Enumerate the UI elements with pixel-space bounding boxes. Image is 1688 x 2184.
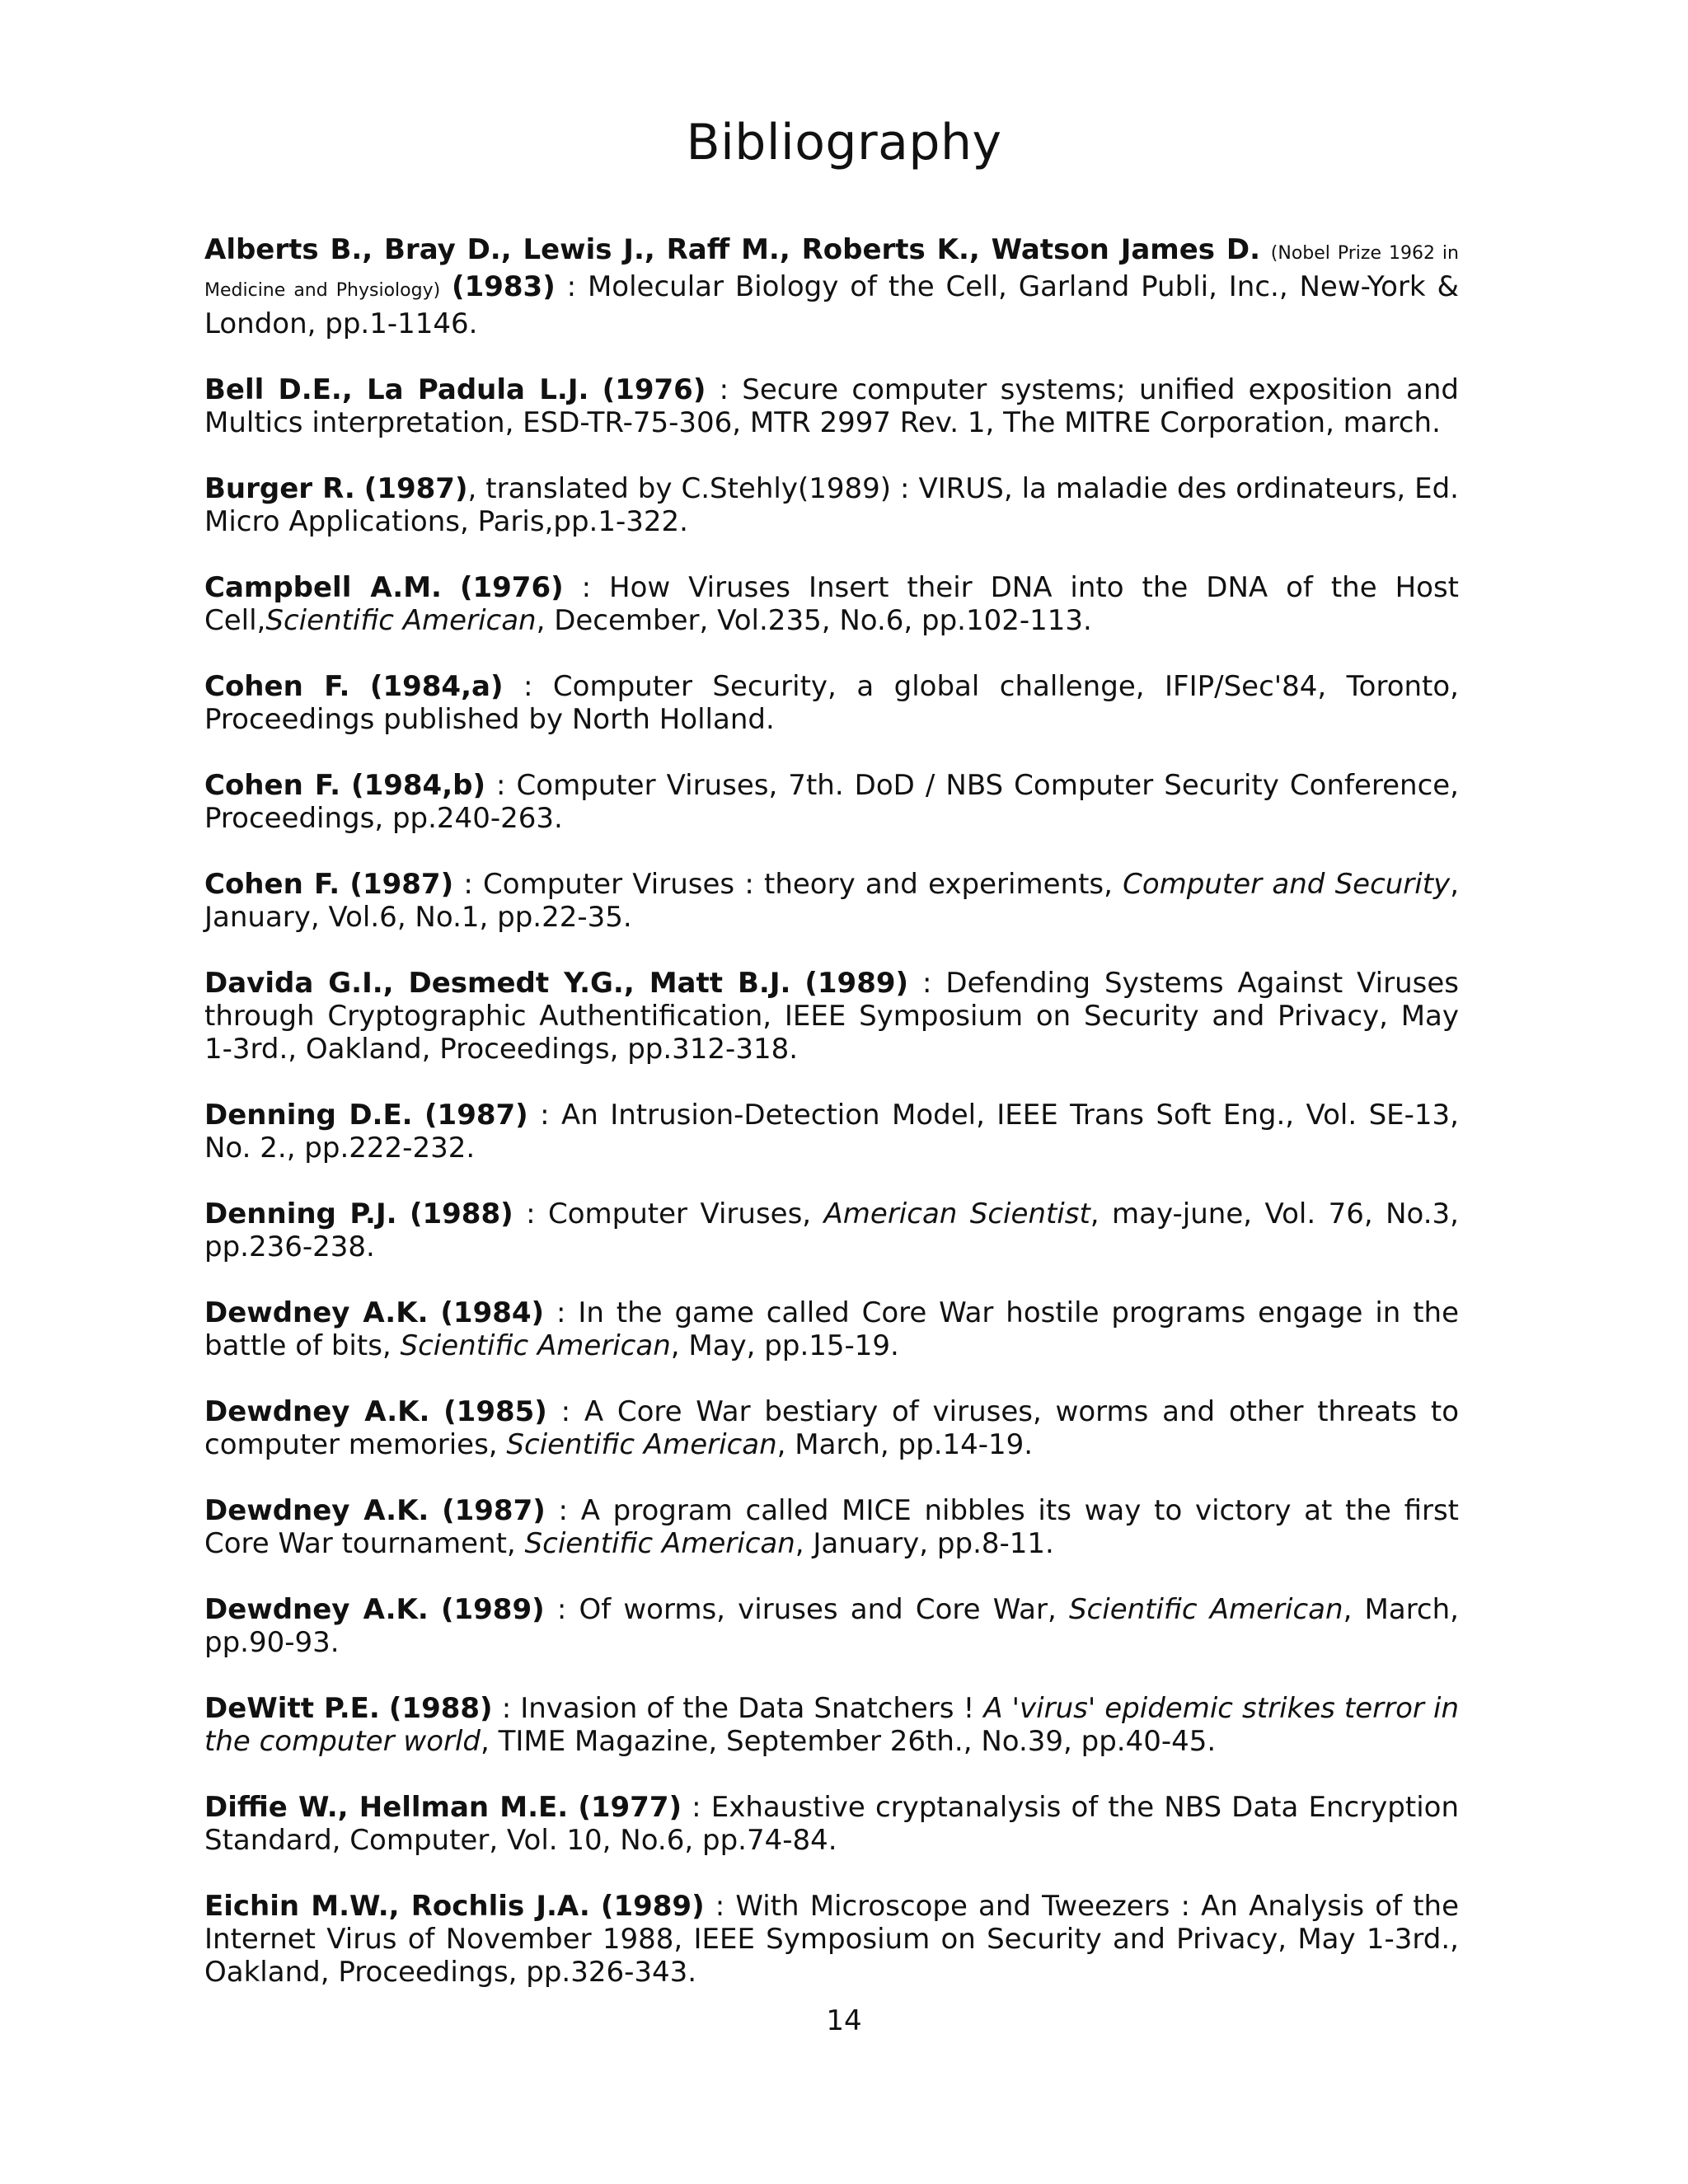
- entry-text: : A Core War bestiary of viruses, worms and other threats to computer memories,: [204, 1395, 1459, 1461]
- bibliography-entry-diffie-1977: [204, 1791, 1459, 1857]
- bibliography-entry-cohen-1984a: [204, 670, 1459, 736]
- bibliography-entry-davida-1989: [204, 967, 1459, 1066]
- entry-authors: Bell D.E., La Padula L.J.: [204, 373, 589, 406]
- entry-text: : Computer Viruses,: [513, 1197, 824, 1230]
- entry-text-continued: , January, Vol.6, No.1, pp.22-35.: [204, 868, 1459, 934]
- entry-year: (1984): [440, 1296, 545, 1329]
- entry-text-continued: , March, pp.90-93.: [204, 1593, 1459, 1659]
- entry-text: : With Microscope and Tweezers : An Analysis of the Internet Virus of November 1988, IEEE Symposium on Security and Privacy, May 1-3rd., Oakland, Proceedings, pp.326-343.: [204, 1890, 1459, 1989]
- entry-authors: Cohen F.: [204, 769, 340, 802]
- entry-authors: Cohen F.: [204, 670, 350, 703]
- entry-year: (1987): [349, 868, 454, 901]
- entry-authors: Eichin M.W., Rochlis J.A.: [204, 1890, 590, 1923]
- entry-text-continued: , May, pp.15-19.: [670, 1329, 899, 1362]
- bibliography-entry-dewdney-1987: [204, 1494, 1459, 1560]
- entry-year: (1989): [600, 1890, 705, 1923]
- entry-text: : Secure computer systems; unified exposition and Multics interpretation, ESD-TR-75-306, MTR 2997 Rev. 1, The MITRE Corporation, march.: [204, 373, 1459, 439]
- bibliography-entry-eichin-1989: [204, 1890, 1459, 1989]
- entry-year: (1983): [452, 270, 556, 303]
- entry-venue: Scientific American: [506, 1428, 777, 1461]
- entry-year: (1988): [388, 1692, 493, 1725]
- page-title: Bibliography: [686, 114, 1002, 171]
- entry-text-continued: , TIME Magazine, September 26th., No.39, pp.40-45.: [481, 1725, 1217, 1758]
- bibliography-entry-cohen-1984b: [204, 769, 1459, 835]
- entry-venue: Computer and Security: [1123, 868, 1451, 901]
- entry-note: (Nobel Prize 1962 in Medicine and Physiology): [204, 243, 1459, 301]
- entry-text: , translated by C.Stehly(1989) : VIRUS, la maladie des ordinateurs, Ed. Micro Applications, Paris,pp.1-322.: [204, 472, 1459, 538]
- entry-year: (1987): [442, 1494, 546, 1527]
- entry-venue: Scientific American: [265, 604, 537, 637]
- bibliography-entry-burger-1987: [204, 472, 1459, 538]
- entry-year: (1989): [440, 1593, 545, 1626]
- bibliography-entry-denning-pj-1988: [204, 1197, 1459, 1263]
- entry-text: : Invasion of the Data Snatchers !: [492, 1692, 984, 1725]
- entry-authors: Dewdney A.K.: [204, 1395, 430, 1428]
- entry-venue: Scientific American: [524, 1527, 795, 1560]
- entry-text: : Defending Systems Against Viruses through Cryptographic Authentification, IEEE Symposium on Security and Privacy, May 1-3rd., Oakland, Proceedings, pp.312-318.: [204, 967, 1459, 1066]
- bibliography-entry-bell-1976: [204, 373, 1459, 439]
- entry-text: : Computer Security, a global challenge, IFIP/Sec'84, Toronto, Proceedings published by North Holland.: [204, 670, 1459, 736]
- entry-text: : In the game called Core War hostile programs engage in the battle of bits,: [204, 1296, 1460, 1362]
- entry-year: (1984,a): [369, 670, 504, 703]
- entry-text: : Molecular Biology of the Cell, Garland Publi, Inc., New-York & London, pp.1-1146.: [204, 270, 1459, 340]
- bibliography-entry-denning-de-1987: [204, 1099, 1459, 1165]
- entry-venue: Scientific American: [400, 1329, 671, 1362]
- entry-text: : How Viruses Insert their DNA into the DNA of the Host Cell,: [204, 571, 1459, 637]
- entry-text: : A program called MICE nibbles its way to victory at the first Core War tournament,: [204, 1494, 1460, 1560]
- entry-authors: Dewdney A.K.: [204, 1593, 429, 1626]
- entry-authors: Denning P.J.: [204, 1197, 397, 1230]
- entry-text: : Of worms, viruses and Core War,: [544, 1593, 1069, 1626]
- entry-authors: Cohen F.: [204, 868, 340, 901]
- entry-year: (1987): [424, 1099, 528, 1132]
- entry-text: : Computer Viruses, 7th. DoD / NBS Computer Security Conference, Proceedings, pp.240-263.: [204, 769, 1459, 835]
- entry-text-continued: , may-june, Vol. 76, No.3, pp.236-238.: [204, 1197, 1459, 1263]
- entry-text-continued: , January, pp.8-11.: [795, 1527, 1054, 1560]
- entry-year: (1985): [443, 1395, 547, 1428]
- bibliography-entry-dewdney-1984: [204, 1296, 1459, 1362]
- entry-venue: American Scientist: [823, 1197, 1090, 1230]
- entry-text: : An Intrusion-Detection Model, IEEE Trans Soft Eng., Vol. SE-13, No. 2., pp.222-232.: [204, 1099, 1459, 1165]
- entry-year: (1988): [409, 1197, 513, 1230]
- bibliography-entry-dewdney-1985: [204, 1395, 1459, 1461]
- bibliography-entry-dewitt-1988: [204, 1692, 1459, 1758]
- entry-text-continued: , December, Vol.235, No.6, pp.102-113.: [536, 604, 1092, 637]
- entry-authors: Burger R.: [204, 472, 355, 505]
- page-number: 14: [826, 2004, 862, 2037]
- entry-year: (1977): [578, 1791, 682, 1824]
- entry-authors: Dewdney A.K.: [204, 1494, 429, 1527]
- entry-venue: Scientific American: [1068, 1593, 1343, 1626]
- entry-authors: Diffie W., Hellman M.E.: [204, 1791, 569, 1824]
- entry-authors: Alberts B., Bray D., Lewis J., Raff M., Roberts K., Watson James D.: [204, 233, 1260, 266]
- entry-year: (1989): [804, 967, 909, 1000]
- entry-year: (1976): [459, 571, 564, 604]
- entry-authors: Denning D.E.: [204, 1099, 413, 1132]
- entry-text-continued: , March, pp.14-19.: [776, 1428, 1034, 1461]
- bibliography-entry-cohen-1987: [204, 868, 1459, 934]
- entry-text: : Computer Viruses : theory and experiments,: [453, 868, 1123, 901]
- entry-venue: A 'virus' epidemic strikes terror in the computer world: [204, 1692, 1459, 1758]
- entry-text: : Exhaustive cryptanalysis of the NBS Data Encryption Standard, Computer, Vol. 10, No.6, pp.74-84.: [204, 1791, 1459, 1857]
- bibliography-entry-alberts-1983: [204, 233, 1459, 340]
- bibliography-entry-campbell-1976: [204, 571, 1459, 637]
- entry-year: (1976): [602, 373, 706, 406]
- entry-authors: Dewdney A.K.: [204, 1296, 429, 1329]
- entry-authors: Campbell A.M.: [204, 571, 442, 604]
- entry-year: (1987): [363, 472, 468, 505]
- bibliography-entry-dewdney-1989: [204, 1593, 1459, 1659]
- entry-authors: DeWitt P.E.: [204, 1692, 380, 1725]
- bibliography-list: [204, 233, 1459, 2022]
- entry-year: (1984,b): [351, 769, 486, 802]
- entry-authors: Davida G.I., Desmedt Y.G., Matt B.J.: [204, 967, 791, 1000]
